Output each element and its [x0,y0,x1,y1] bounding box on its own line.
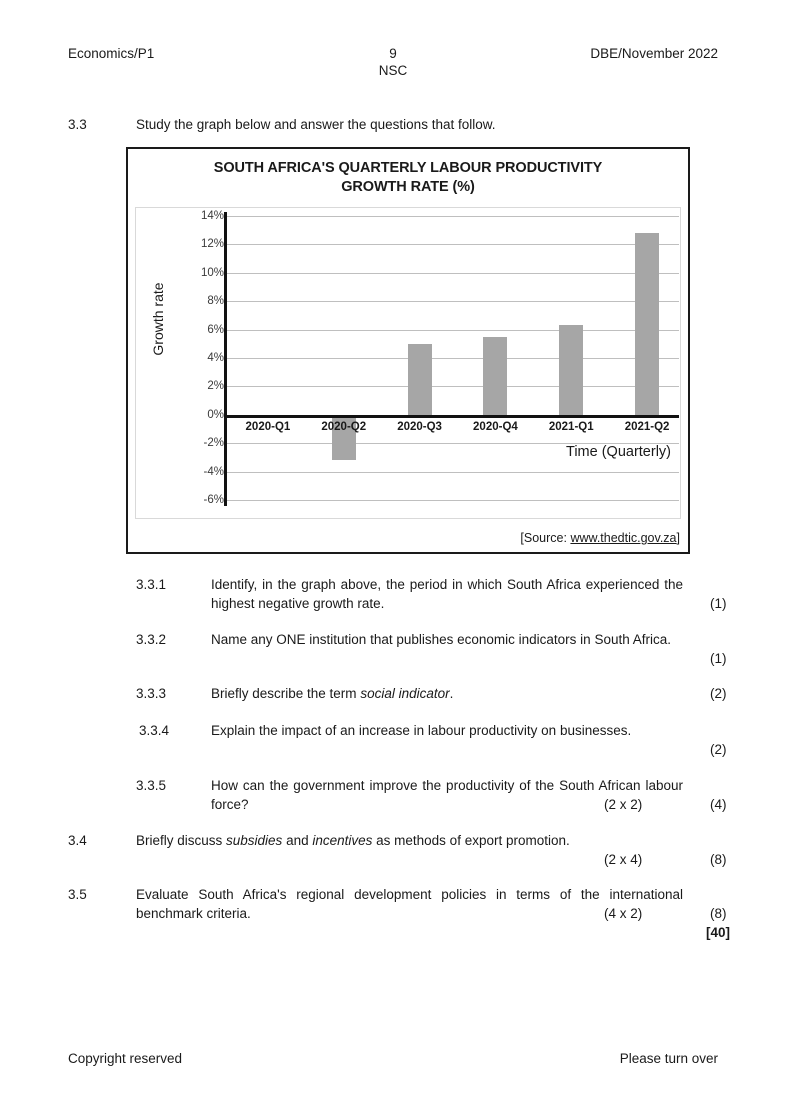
q34-text-after: as methods of export promotion. [372,833,570,848]
chart-bar [559,325,583,414]
chart-x-tick-label: 2020-Q4 [473,420,518,433]
header-exam: DBE/November 2022 [590,46,718,61]
chart-y-tick-group [176,208,224,518]
chart-y-tick-label: 14% [200,210,224,222]
question-marks-3-3-5: (4) [710,797,727,812]
source-url[interactable]: www.thedtic.gov.za [570,531,677,545]
chart-x-tick-label: 2021-Q1 [548,420,594,433]
question-number-3-3-5: 3.3.5 [136,778,167,793]
header-subject: Economics/P1 [68,46,155,61]
chart-bar [635,233,659,415]
question-number-3-3-4: 3.3.4 [139,723,170,738]
question-text-3-3-2: Name any ONE institution that publishes economic indicators in South Africa. [211,632,671,647]
chart-y-tick-label: 6% [207,323,224,336]
question-text-3-3-4: Explain the impact of an increase in labour productivity on businesses. [211,723,632,738]
question-text-3-3: Study the graph below and answer the questions that follow. [136,117,496,132]
chart-container [126,147,690,554]
question-marks-3-3-3: (2) [710,686,727,701]
chart-title [128,159,688,197]
chart-gridline [224,216,679,217]
chart-gridline [224,273,679,274]
chart-x-tick-label: 2021-Q2 [624,420,670,433]
question-submarks-3-3-5: (2 x 2) [604,797,643,812]
chart-y-tick-label: 8% [207,295,224,308]
chart-source [520,530,680,546]
footer-copyright: Copyright reserved [68,1051,183,1066]
chart-y-tick-label: -4% [203,465,224,478]
q34-text-before: Briefly discuss [136,833,227,848]
chart-title-line-1: SOUTH AFRICA'S QUARTERLY LABOUR PRODUCTIVITY [213,160,603,176]
source-prefix: [Source: [520,531,571,545]
chart-x-tick-label: 2020-Q3 [397,420,442,433]
question-number-3-4: 3.4 [68,833,87,848]
chart-y-axis-line [224,212,227,506]
question-text-3-4 [136,832,696,851]
question-marks-3-5: (8) [710,906,727,921]
chart-gridline [224,330,679,331]
chart-plot-area [224,208,679,518]
chart-x-tick-label: 2020-Q1 [245,420,291,433]
chart-plot-frame [135,207,681,519]
chart-gridline [224,244,679,245]
question-marks-3-4: (8) [710,852,727,867]
q333-term-italic: social indicator [360,686,450,701]
chart-y-tick-label: -2% [203,437,224,450]
chart-title-line-2: GROWTH RATE (%) [341,179,475,195]
chart-bar [408,344,432,415]
chart-y-tick-label: 2% [207,380,224,393]
chart-x-tick-label: 2020-Q2 [321,420,367,433]
question-text-3-3-3 [211,685,683,704]
chart-y-tick-label: 10% [200,266,224,279]
chart-bar [483,337,507,415]
chart-zero-axis-line [224,415,679,418]
question-text-3-5: Evaluate South Africa's regional development policies in terms of the international benchmark criteria. [136,887,683,921]
chart-gridline [224,500,679,501]
question-number-3-5: 3.5 [68,887,87,902]
q34-term-incentives: incentives [312,833,373,848]
chart-gridline [224,386,679,387]
footer-turn-over: Please turn over [619,1051,718,1066]
chart-gridline [224,358,679,359]
question-marks-3-3-4: (2) [710,742,727,757]
question-text-3-3-1: Identify, in the graph above, the period in which South Africa experienced the highest negative growth rate. [211,577,683,611]
question-number-3-3-2: 3.3.2 [136,632,167,647]
source-suffix: ] [676,531,680,545]
q333-text-after: . [449,686,454,701]
header-page-number: 9 [389,46,397,61]
question-marks-3-3-2: (1) [710,651,727,666]
chart-y-tick-label: 0% [207,408,224,421]
chart-y-tick-label: -6% [203,494,224,506]
chart-y-tick-label: 4% [207,352,224,364]
chart-x-axis-label: Time (Quarterly) [566,443,671,460]
header-nsc: NSC [378,63,408,78]
question-number-3-3-3: 3.3.3 [136,686,167,701]
question-number-3-3: 3.3 [68,117,87,132]
chart-gridline [224,301,679,302]
question-marks-3-3-1: (1) [710,596,727,611]
question-text-3-3-5: How can the government improve the productivity of the South African labour force? [211,778,683,812]
question-number-3-3-1: 3.3.1 [136,577,167,592]
chart-y-tick-label: 12% [200,238,224,251]
question-total-marks: [40] [706,925,731,940]
q333-text-before: Briefly describe the term [211,686,361,701]
running-header [68,45,718,79]
question-submarks-3-5: (4 x 2) [604,906,643,921]
q34-text-mid: and [282,833,313,848]
chart-y-axis-label: Growth rate [150,282,166,356]
q34-term-subsidies: subsidies [226,833,283,848]
chart-gridline [224,472,679,473]
question-submarks-3-4: (2 x 4) [604,852,643,867]
